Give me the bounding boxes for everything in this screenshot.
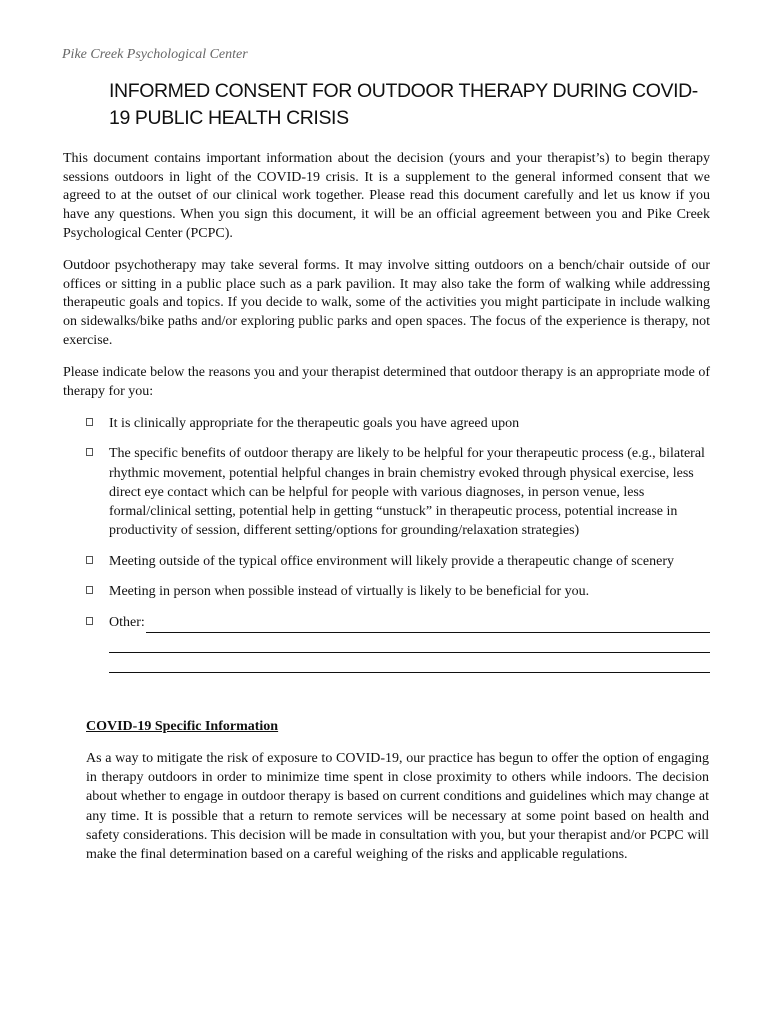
other-input-line-3[interactable]: [109, 653, 710, 673]
reason-label: Meeting in person when possible instead of virtually is likely to be beneficial for you.: [109, 584, 590, 600]
title-line-1: INFORMED CONSENT FOR OUTDOOR THERAPY DURING COVID-: [109, 80, 698, 102]
other-input-line-2[interactable]: [109, 633, 710, 653]
list-item: [86, 582, 710, 601]
covid-section-heading: COVID-19 Specific Information: [86, 719, 279, 734]
covid-section-paragraph: As a way to mitigate the risk of exposure to COVID-19, our practice has begun to offer the option of engaging in therapy outdoors in order to minimize time spent in close proximity to others while indoors. The decision about whether to engage in outdoor therapy is based on current conditions and guidelines which may change at any time. It is possible that a return to remote services will be necessary at some point based on health and safety considerations. This decision will be made in consultation with you, but your therapist and/or PCPC will make the final determination based on a careful weighing of the risks and applicable regulations.: [86, 751, 709, 863]
checkbox-in-person[interactable]: [86, 586, 93, 594]
indicate-paragraph: Please indicate below the reasons you and your therapist determined that outdoor therapy is an appropriate mode of therapy for you:: [63, 365, 710, 399]
list-item: [86, 444, 710, 540]
forms-paragraph: Outdoor psychotherapy may take several forms. It may involve sitting outdoors on a bench/chair outside of our offices or sitting in a public place such as a park pavilion. It may also take the form of walking while addressing therapeutic goals and topics. If you decide to walk, some of the activities you might participate in include walking on sidewalks/bike paths and/or exploring public parks and open spaces. The focus of the experience is therapy, not exercise.: [63, 258, 710, 348]
document-title: [109, 78, 709, 132]
checkbox-clinically-appropriate[interactable]: [86, 418, 93, 426]
list-item: [86, 552, 710, 571]
reason-label: It is clinically appropriate for the therapeutic goals you have agreed upon: [109, 416, 520, 431]
reasons-checklist: [86, 414, 710, 673]
other-label: Other:: [109, 615, 145, 631]
checkbox-specific-benefits[interactable]: [86, 448, 93, 456]
intro-paragraph: This document contains important information about the decision (yours and your therapist’s) to begin therapy sessions outdoors in light of the COVID-19 crisis. It is a supplement to the general informed consent that we agreed to at the outset of our clinical work together. Please read this document carefully and let us know if you have any questions. When you sign this document, it will be an official agreement between you and Pike Creek Psychological Center (PCPC).: [63, 151, 710, 241]
checkbox-other[interactable]: [86, 617, 93, 625]
other-input-line-1[interactable]: [146, 617, 710, 633]
list-item: [86, 414, 710, 433]
other-item: [86, 613, 710, 632]
reason-label: Meeting outside of the typical office environment will likely provide a therapeutic change of scenery: [109, 553, 674, 569]
checkbox-change-of-scenery[interactable]: [86, 556, 93, 564]
reason-label: The specific benefits of outdoor therapy are likely to be helpful for your therapeutic process (e.g., bilateral rhythmic movement, potential helpful changes in brain chemistry evoked through physical exercise, less direct eye contact which can be helpful for people with various diagnoses, in person venue, less formal/clinical setting, potential help in getting “unstuck” in therapeutic process, potential increase in productivity of session, different setting/options for grounding/relaxation strategies): [109, 446, 705, 539]
title-line-2: 19 PUBLIC HEALTH CRISIS: [109, 107, 349, 129]
org-header: Pike Creek Psychological Center: [62, 47, 248, 62]
